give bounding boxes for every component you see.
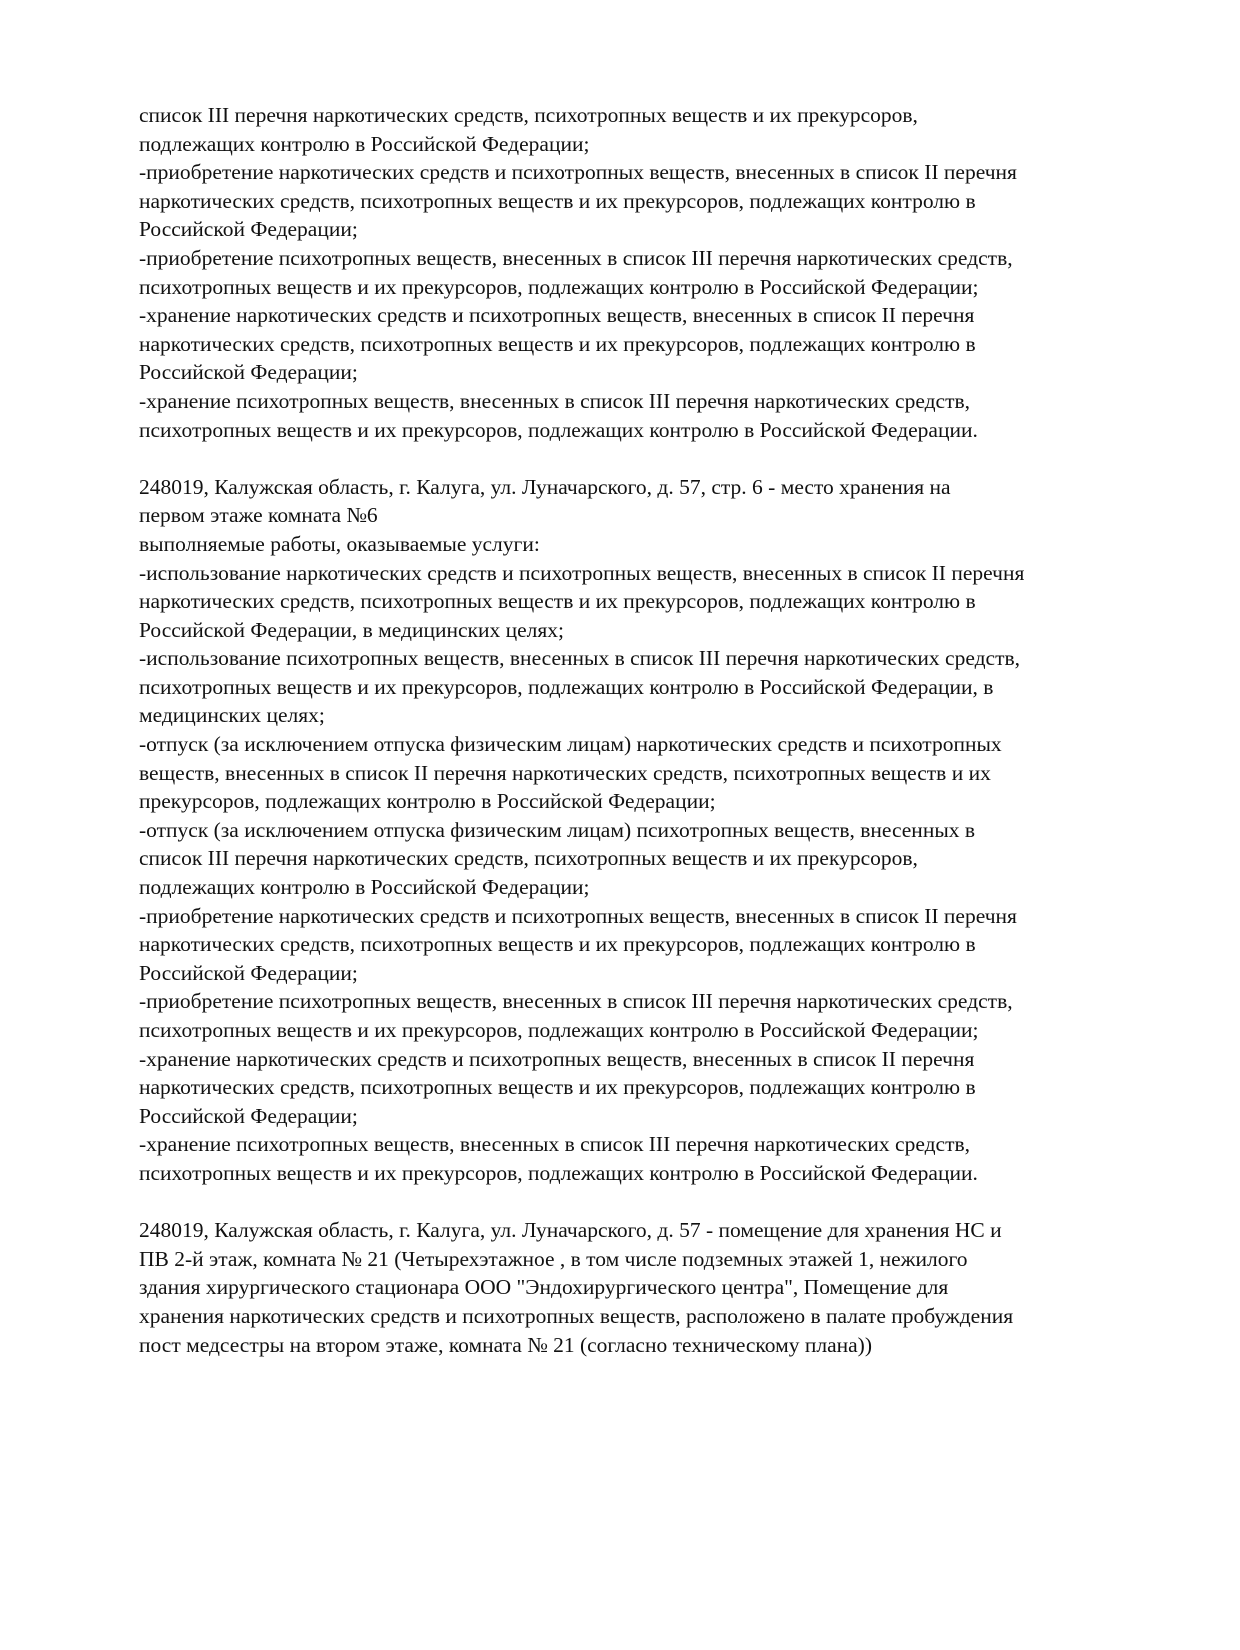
text-line: первом этаже комната №6 (139, 503, 378, 528)
services-heading: выполняемые работы, оказываемые услуги: (139, 531, 540, 556)
document-body (139, 101, 1139, 1359)
text-line: психотропных веществ и их прекурсоров, подлежащих контролю в Российской Федерации, в (139, 674, 994, 699)
text-line: -использование психотропных веществ, внесенных в список III перечня наркотических средств, (139, 646, 1020, 671)
licensed-activities-continuation (139, 101, 1139, 444)
text-line: наркотических средств, психотропных веществ и их прекурсоров, подлежащих контролю в (139, 932, 976, 957)
text-line: Российской Федерации; (139, 217, 358, 242)
text-line: список III перечня наркотических средств, психотропных веществ и их прекурсоров, (139, 103, 918, 127)
text-line: здания хирургического стационара ООО "Эндохирургического центра", Помещение для (139, 1275, 949, 1300)
text-line: наркотических средств, психотропных веществ и их прекурсоров, подлежащих контролю в (139, 1075, 976, 1100)
text-line: Российской Федерации; (139, 1103, 358, 1128)
text-line: -отпуск (за исключением отпуска физическим лицам) наркотических средств и психотропных (139, 732, 1002, 757)
text-line: Российской Федерации, в медицинских целях; (139, 617, 564, 642)
text-line: -использование наркотических средств и психотропных веществ, внесенных в список II перечня (139, 560, 1025, 585)
text-line: -приобретение психотропных веществ, внесенных в список III перечня наркотических средств, (139, 989, 1013, 1014)
text-line: -хранение психотропных веществ, внесенных в список III перечня наркотических средств, (139, 388, 971, 413)
text-line: -приобретение наркотических средств и психотропных веществ, внесенных в список II перечня (139, 903, 1017, 928)
text-line: -приобретение наркотических средств и психотропных веществ, внесенных в список II перечня (139, 160, 1017, 185)
text-line: -хранение наркотических средств и психотропных веществ, внесенных в список II перечня (139, 1046, 975, 1071)
text-line: пост медсестры на втором этаже, комната № 21 (согласно техническому плана)) (139, 1332, 873, 1357)
text-line: -отпуск (за исключением отпуска физическим лицам) психотропных веществ, внесенных в (139, 817, 976, 842)
text-line: Российской Федерации; (139, 360, 358, 385)
text-line: Российской Федерации; (139, 960, 358, 985)
address-line: 248019, Калужская область, г. Калуга, ул. Луначарского, д. 57 - помещение для хранения НС и (139, 1218, 1002, 1243)
text-line: психотропных веществ и их прекурсоров, подлежащих контролю в Российской Федерации; (139, 274, 979, 299)
text-line: наркотических средств, психотропных веществ и их прекурсоров, подлежащих контролю в (139, 589, 976, 614)
text-line: прекурсоров, подлежащих контролю в Российской Федерации; (139, 789, 716, 814)
text-line: подлежащих контролю в Российской Федерации; (139, 875, 590, 900)
text-line: список III перечня наркотических средств, психотропных веществ и их прекурсоров, (139, 846, 918, 871)
text-line: психотропных веществ и их прекурсоров, подлежащих контролю в Российской Федерации. (139, 417, 978, 442)
text-line: ПВ 2-й этаж, комната № 21 (Четырехэтажное , в том числе подземных этажей 1, нежилого (139, 1246, 968, 1271)
text-line: веществ, внесенных в список II перечня наркотических средств, психотропных веществ и их (139, 760, 991, 785)
text-line: -хранение наркотических средств и психотропных веществ, внесенных в список II перечня (139, 303, 975, 328)
address-storage-room-6 (139, 473, 1139, 1188)
text-line: наркотических средств, психотропных веществ и их прекурсоров, подлежащих контролю в (139, 331, 976, 356)
address-line: 248019, Калужская область, г. Калуга, ул. Луначарского, д. 57, стр. 6 - место хранения на (139, 474, 951, 499)
text-line: медицинских целях; (139, 703, 325, 728)
text-line: подлежащих контролю в Российской Федерации; (139, 131, 590, 156)
paragraph-gap (139, 1188, 1139, 1217)
text-line: -хранение психотропных веществ, внесенных в список III перечня наркотических средств, (139, 1132, 971, 1157)
text-line: наркотических средств, психотропных веществ и их прекурсоров, подлежащих контролю в (139, 188, 976, 213)
text-line: психотропных веществ и их прекурсоров, подлежащих контролю в Российской Федерации; (139, 1018, 979, 1042)
text-line: -приобретение психотропных веществ, внесенных в список III перечня наркотических средств, (139, 245, 1013, 270)
address-storage-room-21 (139, 1216, 1139, 1359)
paragraph-gap (139, 444, 1139, 473)
text-line: хранения наркотических средств и психотропных веществ, расположено в палате пробуждения (139, 1303, 1014, 1328)
text-line: психотропных веществ и их прекурсоров, подлежащих контролю в Российской Федерации. (139, 1160, 978, 1185)
